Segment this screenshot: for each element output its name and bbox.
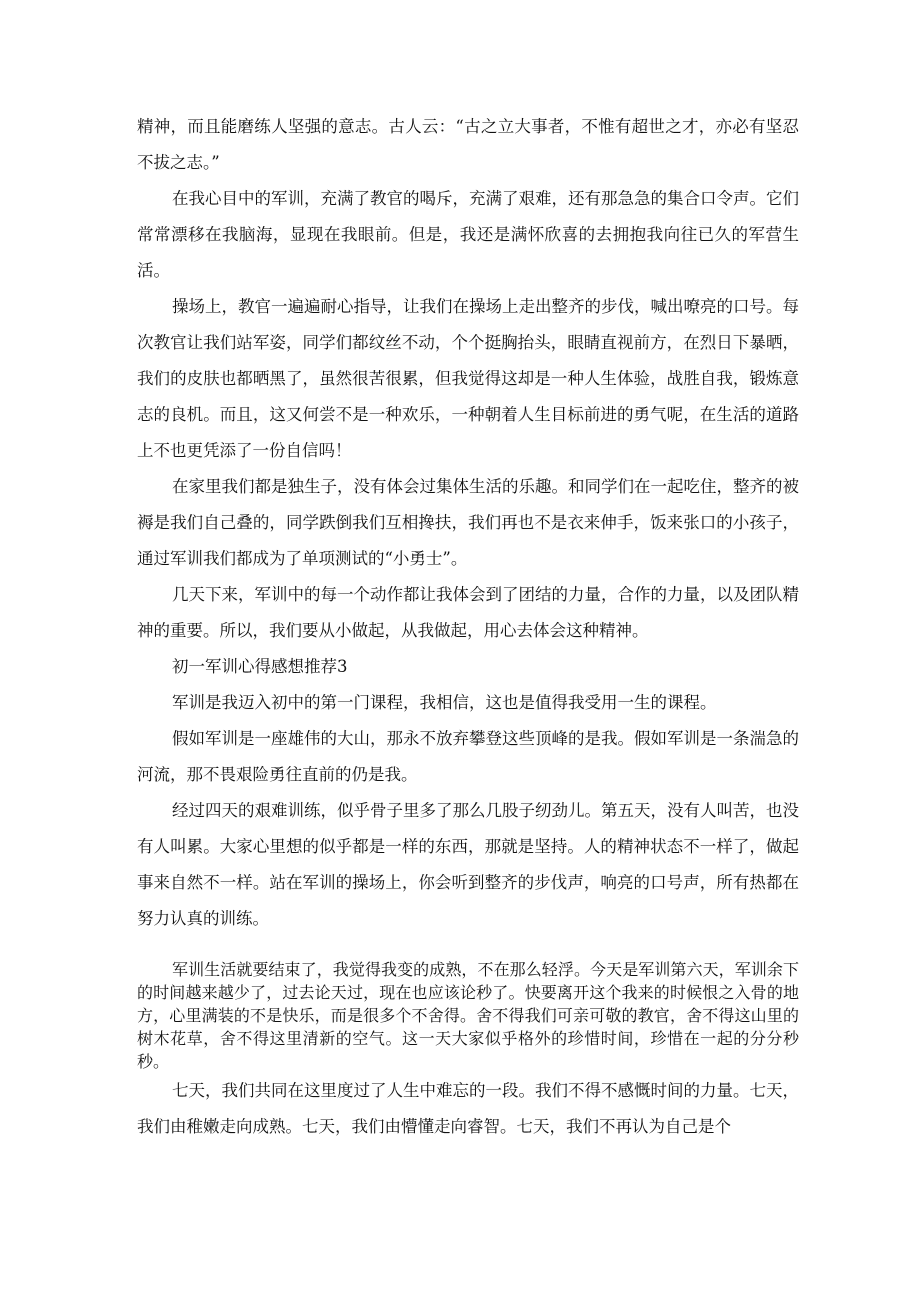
paragraph-5: 几天下来，军训中的每一个动作都让我体会到了团结的力量，合作的力量，以及团队精神的重要。所以，我们要从小做起，从我做起，用心去体会这种精神。 [137,585,799,640]
paragraph-7: 假如军训是一座雄伟的大山，那永不放弃攀登这些顶峰的是我。假如军训是一条湍急的河流，那不畏艰险勇往直前的仍是我。 [137,729,799,784]
paragraph-2: 在我心目中的军训，充满了教官的喝斥，充满了艰难，还有那急急的集合口令声。它们常常漂移在我脑海，显现在我眼前。但是，我还是满怀欣喜的去拥抱我向往已久的军营生活。 [137,189,799,280]
paragraph-10: 七天，我们共同在这里度过了人生中难忘的一段。我们不得不感慨时间的力量。七天，我们由稚嫩走向成熟。七天，我们由懵懂走向睿智。七天，我们不再认为自己是个 [137,1081,799,1136]
paragraph-1: 精神，而且能磨练人坚强的意志。古人云：“古之立大事者，不惟有超世之才，亦必有坚忍不拔之志。” [137,117,799,172]
paragraph-6: 军训是我迈入初中的第一门课程，我相信，这也是值得我受用一生的课程。 [172,693,717,712]
paragraph-3: 操场上，教官一遍遍耐心指导，让我们在操场上走出整齐的步伐，喊出嘹亮的口号。每次教官让我们站军姿，同学们都纹丝不动，个个挺胸抬头，眼睛直视前方，在烈日下暴晒，我们的皮肤也都晒黑了，虽然很苦很累，但我觉得这却是一种人生体验，战胜自我，锻炼意志的良机。而且，这又何尝不是一种欢乐，一种朝着人生目标前进的勇气呢，在生活的道路上不也更凭添了一份自信吗！ [137,297,799,460]
paragraph-8: 经过四天的艰难训练，似乎骨子里多了那么几股子纫劲儿。第五天，没有人叫苦，也没有人叫累。大家心里想的似乎都是一样的东西，那就是坚持。人的精神状态不一样了，做起事来自然不一样。站在军训的操场上，你会听到整齐的步伐声，响亮的口号声，所有热都在努力认真的训练。 [137,801,799,928]
paragraph-9: 军训生活就要结束了，我觉得我变的成熟，不在那么轻浮。今天是军训第六天，军训余下的时间越来越少了，过去论天过，现在也应该论秒了。快要离开这个我来的时候恨之入骨的地方，心里满装的不是快乐，而是很多个不舍得。舍不得我们可亲可敬的教官，舍不得这山里的树木花草，舍不得这里清新的空气。这一天大家似乎格外的珍惜时间，珍惜在一起的分分秒秒。 [137,960,799,1071]
section-heading: 初一军训心得感想推荐3 [172,657,348,676]
paragraph-4: 在家里我们都是独生子，没有体会过集体生活的乐趣。和同学们在一起吃住，整齐的被褥是我们自己叠的，同学跌倒我们互相搀扶，我们再也不是衣来伸手，饭来张口的小孩子，通过军训我们都成为了单项测试的“小勇士”。 [137,477,799,568]
